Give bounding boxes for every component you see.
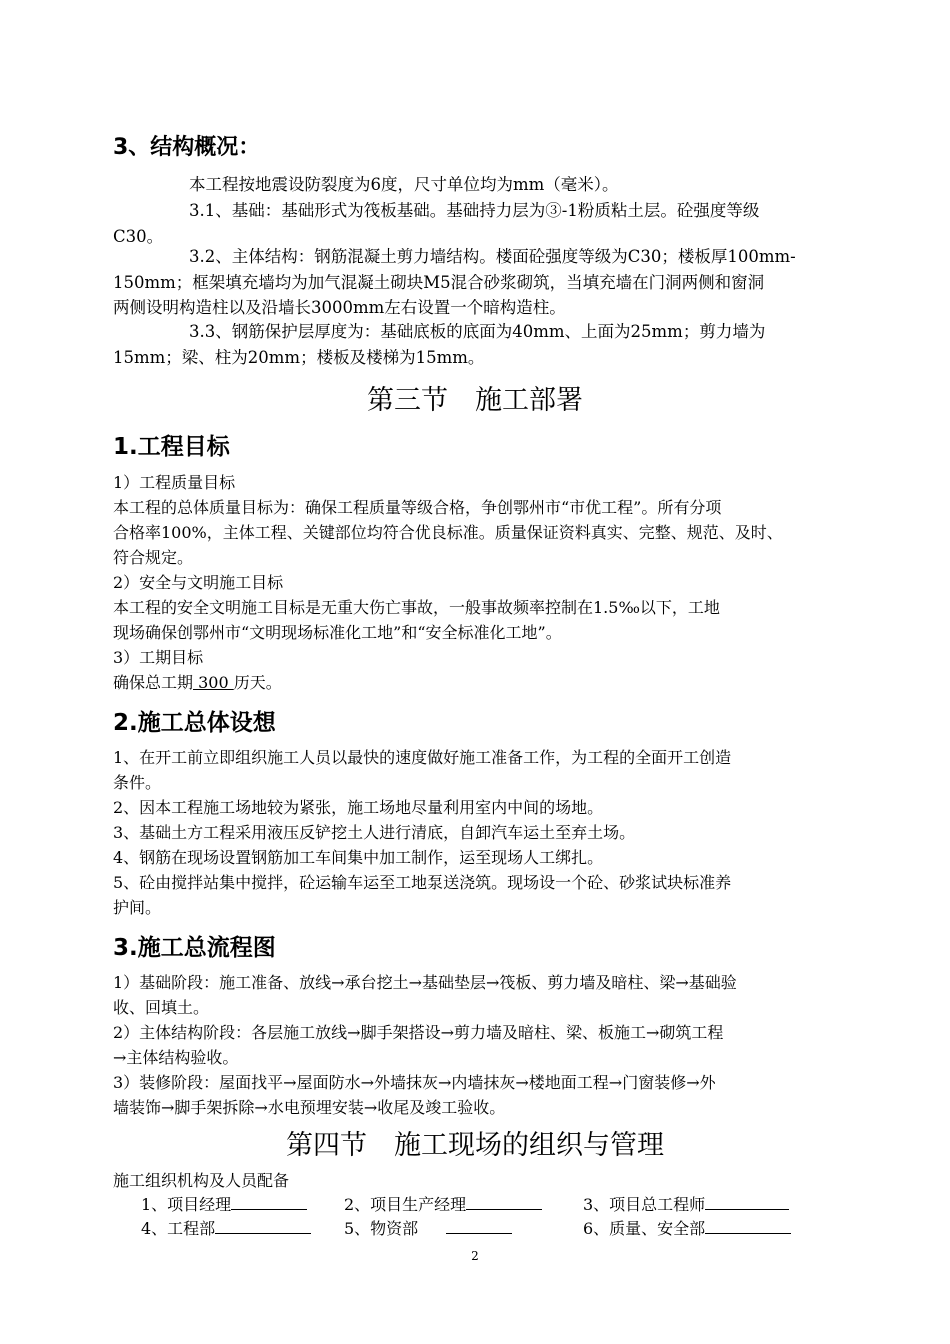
role-production-manager: 2、项目生产经理 bbox=[344, 1192, 542, 1217]
schedule-prefix: 确保总工期 bbox=[113, 673, 194, 692]
blank-line bbox=[215, 1217, 311, 1234]
section-title-3: 第三节 施工部署 bbox=[367, 385, 583, 416]
flowchart-heading: 3.施工总流程图 bbox=[113, 935, 276, 961]
org-intro: 施工组织机构及人员配备 bbox=[113, 1171, 290, 1190]
blank-line bbox=[446, 1217, 512, 1234]
plan-line: 1、在开工前立即组织施工人员以最快的速度做好施工准备工作，为工程的全面开工创造 bbox=[113, 748, 732, 767]
flow-line: 收、回填土。 bbox=[113, 998, 210, 1017]
goals-line: 合格率100%，主体工程、关键部位均符合优良标准。质量保证资料真实、完整、规范、及时、 bbox=[113, 523, 783, 542]
plan-line: 条件。 bbox=[113, 773, 162, 792]
schedule-line bbox=[113, 670, 282, 695]
goals-line: 2）安全与文明施工目标 bbox=[113, 573, 284, 592]
structure-heading: 3、结构概况： bbox=[113, 135, 261, 160]
goals-line: 1）工程质量目标 bbox=[113, 473, 236, 492]
goals-line: 现场确保创鄂州市“文明现场标准化工地”和“安全标准化工地”。 bbox=[113, 623, 562, 642]
structure-line: C30。 bbox=[113, 227, 164, 246]
role-materials-dept: 5、物资部 bbox=[344, 1216, 512, 1241]
overall-plan-heading: 2.施工总体设想 bbox=[113, 710, 276, 736]
flow-line: 墙装饰→脚手架拆除→水电预埋安装→收尾及竣工验收。 bbox=[113, 1098, 506, 1117]
structure-line: 15mm；梁、柱为20mm；楼板及楼梯为15mm。 bbox=[113, 348, 485, 367]
goals-line: 3）工期目标 bbox=[113, 648, 204, 667]
structure-line: 本工程按地震设防裂度为6度，尺寸单位均为mm（毫米）。 bbox=[189, 175, 619, 194]
role-quality-safety-dept: 6、质量、安全部 bbox=[583, 1216, 791, 1241]
plan-line: 3、基础土方工程采用液压反铲挖土人进行清底，自卸汽车运土至弃土场。 bbox=[113, 823, 636, 842]
structure-line: 3.3、钢筋保护层厚度为：基础底板的底面为40mm、上面为25mm；剪力墙为 bbox=[189, 322, 766, 341]
blank-line bbox=[705, 1193, 789, 1210]
structure-line: 3.2、主体结构：钢筋混凝土剪力墙结构。楼面砼强度等级为C30；楼板厚100mm- bbox=[189, 247, 796, 266]
schedule-days: 300 bbox=[193, 673, 234, 692]
goals-line: 符合规定。 bbox=[113, 548, 194, 567]
blank-line bbox=[705, 1217, 791, 1234]
section-title-4: 第四节 施工现场的组织与管理 bbox=[286, 1130, 664, 1161]
flow-line: →主体结构验收。 bbox=[113, 1048, 239, 1067]
role-chief-engineer: 3、项目总工程师 bbox=[583, 1192, 789, 1217]
structure-line: 150mm；框架填充墙均为加气混凝土砌块M5混合砂浆砌筑，当填充墙在门洞两侧和窗洞 bbox=[113, 273, 765, 292]
plan-line: 护间。 bbox=[113, 898, 162, 917]
flow-line: 2）主体结构阶段：各层施工放线→脚手架搭设→剪力墙及暗柱、梁、板施工→砌筑工程 bbox=[113, 1023, 724, 1042]
goals-line: 本工程的总体质量目标为：确保工程质量等级合格，争创鄂州市“市优工程”。所有分项 bbox=[113, 498, 722, 517]
structure-line: 两侧设明构造柱以及沿墙长3000mm左右设置一个暗构造柱。 bbox=[113, 298, 566, 317]
plan-line: 5、砼由搅拌站集中搅拌，砼运输车运至工地泵送浇筑。现场设一个砼、砂浆试块标准养 bbox=[113, 873, 732, 892]
flow-line: 1）基础阶段：施工准备、放线→承台挖土→基础垫层→筏板、剪力墙及暗柱、梁→基础验 bbox=[113, 973, 737, 992]
structure-line: 3.1、基础：基础形式为筏板基础。基础持力层为③-1粉质粘土层。砼强度等级 bbox=[189, 201, 760, 220]
page-number: 2 bbox=[471, 1249, 479, 1263]
plan-line: 2、因本工程施工场地较为紧张，施工场地尽量利用室内中间的场地。 bbox=[113, 798, 604, 817]
plan-line: 4、钢筋在现场设置钢筋加工车间集中加工制作，运至现场人工绑扎。 bbox=[113, 848, 604, 867]
role-project-manager: 1、项目经理 bbox=[141, 1192, 307, 1217]
blank-line bbox=[231, 1193, 307, 1210]
role-engineering-dept: 4、工程部 bbox=[141, 1216, 311, 1241]
goals-heading: 1.工程目标 bbox=[113, 434, 230, 460]
flow-line: 3）装修阶段：屋面找平→屋面防水→外墙抹灰→内墙抹灰→楼地面工程→门窗装修→外 bbox=[113, 1073, 716, 1092]
schedule-suffix: 历天。 bbox=[233, 673, 282, 692]
blank-line bbox=[466, 1193, 542, 1210]
goals-line: 本工程的安全文明施工目标是无重大伤亡事故，一般事故频率控制在1.5‰以下，工地 bbox=[113, 598, 720, 617]
